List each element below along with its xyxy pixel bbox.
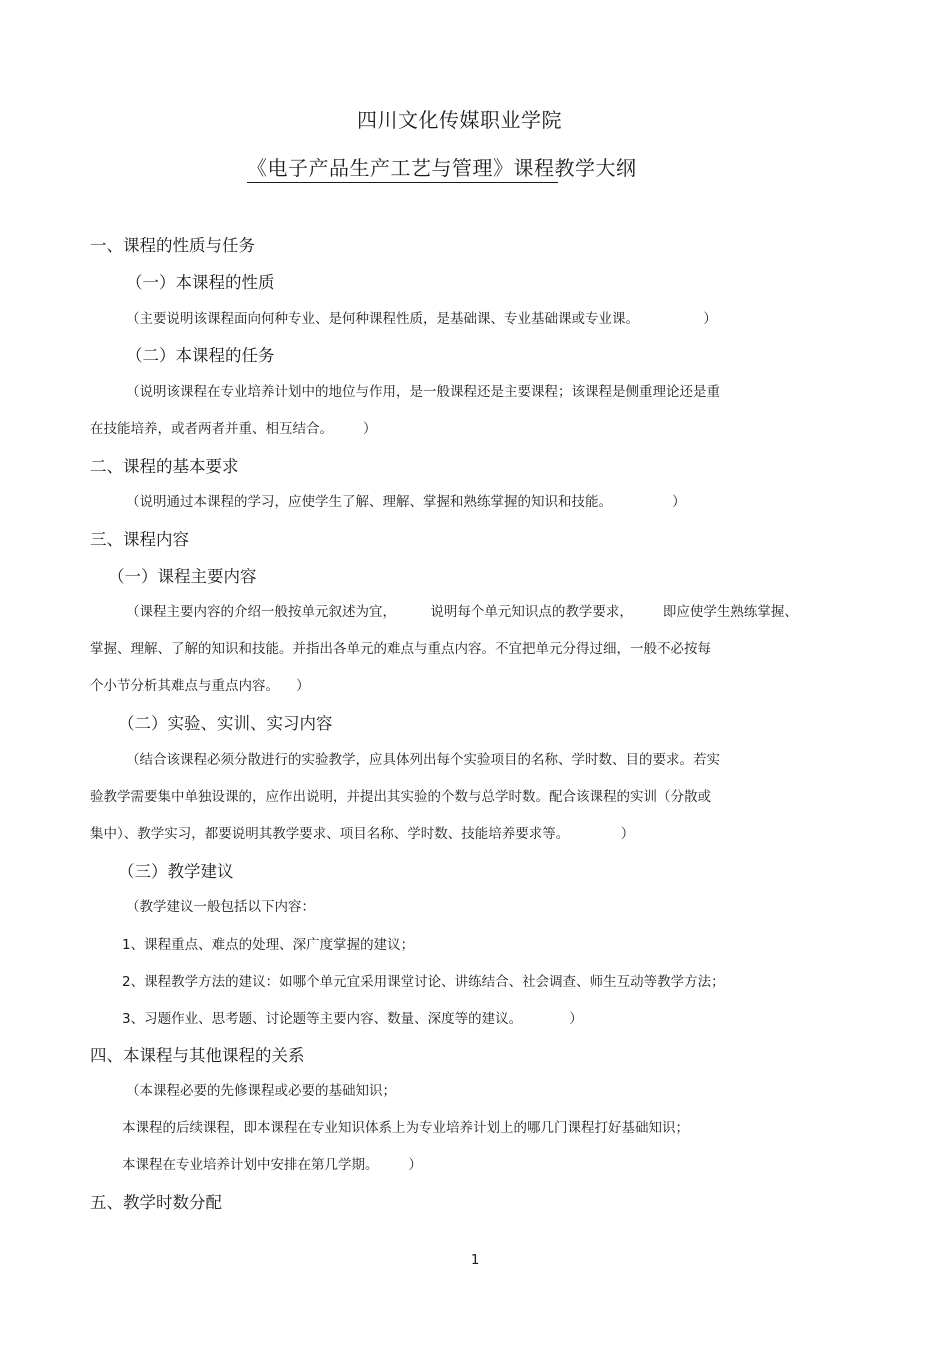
section-3-heading: 三、课程内容 bbox=[90, 530, 189, 549]
school-name: 四川文化传媒职业学院 bbox=[357, 108, 562, 132]
page-number: 1 bbox=[471, 1253, 480, 1268]
section-4-heading: 四、本课程与其他课程的关系 bbox=[90, 1046, 305, 1065]
title-underline bbox=[247, 182, 558, 183]
section-4-text-line-2: 本课程的后续课程，即本课程在专业知识体系上为专业培养计划上的哪几门课程打好基础知识； bbox=[122, 1120, 689, 1136]
section-1-sub-2-heading: （二）本课程的任务 bbox=[126, 346, 275, 365]
section-3-sub-3-item-1: 1、课程重点、难点的处理、深广度掌握的建议； bbox=[122, 937, 415, 953]
section-1-sub-1-heading: （一）本课程的性质 bbox=[126, 273, 275, 292]
section-3-sub-2-text-line-3: 集中）、教学实习，都要说明其教学要求、项目名称、学时数、技能培养要求等。 ） bbox=[90, 826, 635, 842]
section-3-sub-3-item-2: 2、课程教学方法的建议：如哪个单元宜采用课堂讨论、讲练结合、社会调查、师生互动等教学方法； bbox=[122, 974, 725, 990]
section-3-sub-3-intro: （教学建议一般包括以下内容： bbox=[126, 899, 315, 915]
section-3-sub-2-text-line-2: 验教学需要集中单独设课的，应作出说明，并提出其实验的个数与总学时数。配合该课程的实训（分散或 bbox=[90, 789, 711, 805]
section-4-text-line-1: （本课程必要的先修课程或必要的基础知识； bbox=[126, 1083, 396, 1099]
section-3-sub-1-text-line-2: 掌握、理解、了解的知识和技能。并指出各单元的难点与重点内容。不宜把单元分得过细，一般不必按每 bbox=[90, 641, 711, 657]
section-1-heading: 一、课程的性质与任务 bbox=[90, 236, 255, 255]
section-4-text-line-3: 本课程在专业培养计划中安排在第几学期。 ） bbox=[122, 1157, 423, 1173]
section-3-sub-1-heading: （一）课程主要内容 bbox=[108, 567, 257, 586]
section-3-sub-2-text-line-1: （结合该课程必须分散进行的实验教学，应具体列出每个实验项目的名称、学时数、目的要求。若实 bbox=[126, 752, 720, 768]
section-3-sub-1-text-line-1: （课程主要内容的介绍一般按单元叙述为宜， 说明每个单元知识点的教学要求， 即应使学生熟练掌握、 bbox=[126, 604, 798, 620]
section-2-text: （说明通过本课程的学习，应使学生了解、理解、掌握和熟练掌握的知识和技能。 ） bbox=[126, 494, 686, 510]
section-3-sub-3-heading: （三）教学建议 bbox=[118, 862, 234, 881]
section-1-sub-2-text-line-1: （说明该课程在专业培养计划中的地位与作用，是一般课程还是主要课程；该课程是侧重理论还是重 bbox=[126, 384, 720, 400]
section-1-sub-2-text-line-2: 在技能培养，或者两者并重、相互结合。 ） bbox=[90, 421, 377, 437]
section-3-sub-1-text-line-3: 个小节分析其难点与重点内容。 ） bbox=[90, 678, 310, 694]
course-title: 《电子产品生产工艺与管理》课程教学大纲 bbox=[247, 156, 637, 180]
section-3-sub-3-item-3: 3、习题作业、思考题、讨论题等主要内容、数量、深度等的建议。 ） bbox=[122, 1011, 583, 1027]
section-5-heading: 五、教学时数分配 bbox=[90, 1193, 222, 1212]
section-3-sub-2-heading: （二）实验、实训、实习内容 bbox=[118, 714, 333, 733]
section-2-heading: 二、课程的基本要求 bbox=[90, 457, 239, 476]
section-1-sub-1-text: （主要说明该课程面向何种专业、是何种课程性质，是基础课、专业基础课或专业课。 ） bbox=[126, 311, 717, 327]
